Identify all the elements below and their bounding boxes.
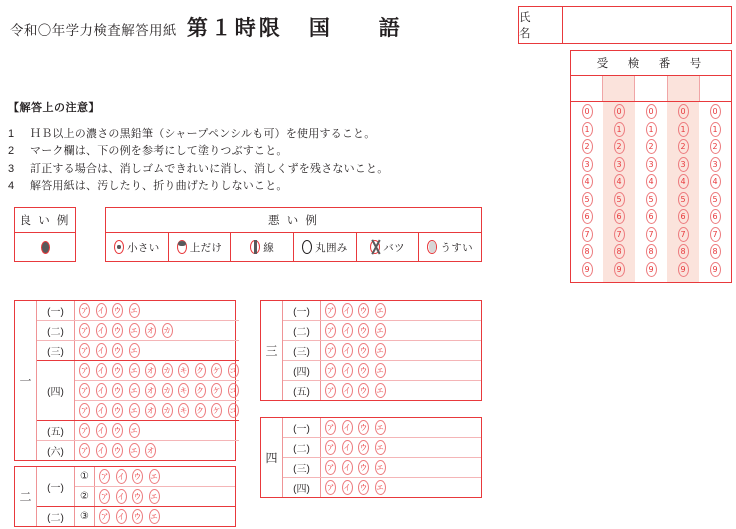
exam-number-bubble[interactable]: 9 [582, 262, 593, 277]
exam-number-bubble[interactable]: 7 [678, 227, 689, 242]
exam-number-bubble[interactable]: 4 [614, 174, 625, 189]
question-label: (六) [37, 441, 75, 460]
small-dot-icon [114, 240, 124, 254]
name-field-label: 氏 名 [519, 7, 563, 43]
exam-number-bubble[interactable]: 7 [614, 227, 625, 242]
choice-bubble[interactable]: エ [129, 323, 140, 338]
bad-example-cell-line [230, 233, 293, 261]
instruction-number: 1 [8, 127, 15, 140]
choice-bubble[interactable]: ア [99, 469, 110, 484]
exam-number-bubble[interactable]: 5 [582, 192, 593, 207]
instruction-item [8, 161, 388, 179]
exam-number-bubble[interactable]: 9 [678, 262, 689, 277]
bad-example-cell-small [106, 233, 168, 261]
choice-bubble[interactable]: オ [145, 403, 156, 418]
exam-number-bubble[interactable]: 4 [710, 174, 721, 189]
choice-bubble[interactable]: イ [116, 469, 127, 484]
good-example-header: 良 い 例 [15, 208, 75, 233]
exam-number-bubble[interactable]: 2 [646, 139, 657, 154]
choice-bubble-group[interactable] [321, 361, 386, 380]
choice-bubble[interactable]: エ [375, 383, 386, 398]
choice-bubble[interactable]: ウ [358, 363, 369, 378]
section-number: 四 [261, 418, 283, 497]
choice-bubble[interactable]: エ [375, 480, 386, 495]
choice-bubble[interactable]: ウ [358, 323, 369, 338]
choice-bubble[interactable]: ウ [112, 363, 123, 378]
instruction-number: 2 [8, 145, 15, 157]
choice-bubble[interactable]: ウ [132, 469, 143, 484]
exam-number-bubble[interactable]: 0 [646, 104, 657, 119]
exam-number-bubble[interactable]: 0 [614, 104, 625, 119]
choice-bubble-group[interactable] [321, 321, 386, 340]
choice-bubble[interactable]: コ [228, 383, 239, 398]
instruction-item [8, 143, 388, 161]
choice-bubble-group[interactable] [321, 341, 386, 360]
bad-example-cell-tophalf [168, 233, 231, 261]
choice-bubble[interactable]: エ [149, 469, 160, 484]
question-label: (二) [37, 507, 75, 526]
choice-bubble[interactable]: エ [375, 440, 386, 455]
choice-bubble[interactable]: エ [129, 403, 140, 418]
exam-number-bubble[interactable]: 6 [646, 209, 657, 224]
choice-bubble[interactable]: コ [228, 363, 239, 378]
choice-bubble[interactable]: イ [342, 480, 353, 495]
choice-bubble[interactable]: ア [79, 303, 90, 318]
answer-row [37, 320, 239, 340]
choice-bubble[interactable]: ア [325, 480, 336, 495]
question-label: (五) [37, 421, 75, 440]
sub-question-label: ① [75, 467, 95, 486]
choice-bubble[interactable]: イ [96, 383, 107, 398]
choice-bubble[interactable]: ア [325, 363, 336, 378]
exam-number-bubble[interactable]: 7 [646, 227, 657, 242]
choice-bubble[interactable]: ウ [132, 509, 143, 524]
choice-bubble[interactable]: ア [325, 440, 336, 455]
choice-bubble[interactable]: イ [96, 323, 107, 338]
choice-bubble[interactable]: ケ [211, 383, 222, 398]
exam-number-bubble[interactable]: 0 [582, 104, 593, 119]
exam-number-column[interactable] [635, 102, 667, 282]
answer-rows [283, 418, 481, 497]
choice-bubble-group[interactable] [321, 478, 386, 497]
exam-number-bubble[interactable]: 3 [582, 157, 593, 172]
exam-number-write-row[interactable] [571, 76, 731, 102]
choice-bubble[interactable]: ウ [112, 403, 123, 418]
choice-bubble[interactable]: ア [325, 460, 336, 475]
choice-bubble[interactable]: ア [325, 343, 336, 358]
answer-section-3 [260, 300, 482, 401]
answer-row [37, 420, 239, 440]
choice-bubble[interactable]: エ [129, 383, 140, 398]
instruction-item [8, 126, 388, 144]
choice-bubble-group[interactable] [75, 401, 239, 420]
instruction-text: ＨＢ以上の濃さの黒鉛筆（シャープペンシルも可）を使用すること。 [30, 127, 376, 140]
answer-row [283, 360, 481, 380]
choice-bubble[interactable]: ウ [358, 480, 369, 495]
choice-bubble[interactable]: キ [178, 363, 189, 378]
exam-number-write-cell[interactable] [699, 76, 731, 101]
choice-bubble[interactable]: エ [375, 420, 386, 435]
choice-bubble[interactable]: ア [79, 443, 90, 458]
choice-bubble[interactable]: ア [79, 343, 90, 358]
exam-number-bubble[interactable]: 2 [710, 139, 721, 154]
choice-bubble[interactable]: オ [145, 443, 156, 458]
choice-bubble[interactable]: イ [116, 509, 127, 524]
choice-bubble[interactable]: イ [342, 303, 353, 318]
instruction-number: 4 [8, 180, 15, 192]
answer-row [283, 437, 481, 457]
exam-number-bubble[interactable]: 1 [678, 122, 689, 137]
choice-bubble-group[interactable] [321, 458, 386, 477]
exam-number-header: 受 検 番 号 [571, 51, 731, 76]
choice-bubble[interactable]: ア [325, 323, 336, 338]
choice-bubble[interactable]: イ [116, 489, 127, 504]
bad-example-cell-faint [418, 233, 481, 261]
bad-example-label: バツ [383, 241, 405, 254]
choice-bubble[interactable]: ア [325, 420, 336, 435]
choice-bubble[interactable]: ウ [358, 303, 369, 318]
section-number: 二 [15, 467, 37, 526]
choice-bubble[interactable]: エ [129, 303, 140, 318]
choice-bubble[interactable]: エ [129, 343, 140, 358]
choice-bubble[interactable]: イ [342, 420, 353, 435]
exam-number-write-cell[interactable] [571, 76, 602, 101]
answer-row [283, 477, 481, 497]
exam-number-bubble[interactable]: 3 [646, 157, 657, 172]
choice-bubble[interactable]: キ [178, 403, 189, 418]
question-label: (三) [283, 458, 321, 477]
question-label: (四) [283, 478, 321, 497]
answer-row [75, 400, 239, 420]
exam-number-bubble[interactable]: 1 [710, 122, 721, 137]
answer-row-group [37, 467, 235, 506]
choice-bubble[interactable]: ク [195, 403, 206, 418]
exam-number-bubble[interactable]: 8 [678, 244, 689, 259]
filled-oval-icon [41, 241, 50, 254]
exam-period: 第１時限 [186, 17, 283, 40]
choice-bubble[interactable]: エ [375, 343, 386, 358]
choice-bubble[interactable]: ア [79, 423, 90, 438]
exam-number-bubble[interactable]: 5 [646, 192, 657, 207]
instructions-block [8, 100, 388, 196]
question-label: (二) [283, 321, 321, 340]
choice-bubble[interactable]: ケ [211, 363, 222, 378]
exam-number-table [570, 50, 732, 283]
choice-bubble[interactable]: ケ [211, 403, 222, 418]
choice-bubble[interactable]: ウ [358, 420, 369, 435]
exam-number-bubble[interactable]: 6 [710, 209, 721, 224]
question-label: (三) [283, 341, 321, 360]
bad-example-header: 悪 い 例 [106, 208, 481, 233]
answer-rows [37, 467, 235, 526]
answer-section-1 [14, 300, 236, 461]
choice-bubble-group[interactable] [95, 467, 160, 486]
exam-number-column[interactable] [699, 102, 731, 282]
exam-number-bubble[interactable]: 5 [678, 192, 689, 207]
bad-example-label: 小さい [127, 241, 160, 254]
answer-row [75, 467, 235, 486]
answer-row-group [37, 360, 239, 420]
exam-number-bubble[interactable]: 9 [710, 262, 721, 277]
question-label: (三) [37, 341, 75, 360]
cross-mark-icon [370, 240, 380, 254]
question-label: (四) [283, 361, 321, 380]
choice-bubble-group[interactable] [75, 381, 239, 400]
exam-number-bubble[interactable]: 1 [614, 122, 625, 137]
exam-number-bubble[interactable]: 4 [646, 174, 657, 189]
choice-bubble[interactable]: イ [342, 460, 353, 475]
exam-number-bubble[interactable]: 1 [646, 122, 657, 137]
choice-bubble[interactable]: エ [375, 323, 386, 338]
exam-number-bubble[interactable]: 4 [582, 174, 593, 189]
exam-number-write-cell[interactable] [634, 76, 666, 101]
choice-bubble[interactable]: イ [96, 403, 107, 418]
bad-example-label: 上だけ [189, 241, 223, 254]
exam-subject: 国 語 [308, 17, 414, 40]
question-label: (一) [283, 301, 321, 320]
choice-bubble-group[interactable] [75, 301, 140, 320]
page-title [10, 12, 414, 42]
choice-bubble[interactable]: エ [129, 423, 140, 438]
instruction-text: マーク欄は、下の例を参考にして塗りつぶすこと。 [30, 145, 288, 157]
choice-bubble[interactable]: エ [149, 509, 160, 524]
question-label: (一) [37, 467, 75, 506]
answer-rows [283, 301, 481, 400]
bad-example-cell-cross [356, 233, 419, 261]
instruction-text: 訂正する場合は、消しゴムできれいに消し、消しくずを残さないこと。 [30, 162, 389, 175]
answer-row-lines [75, 467, 235, 506]
question-label: (二) [37, 321, 75, 340]
choice-bubble[interactable]: ウ [112, 383, 123, 398]
answer-row [283, 340, 481, 360]
answer-row [283, 380, 481, 400]
choice-bubble[interactable]: イ [96, 303, 107, 318]
exam-number-bubble[interactable]: 7 [582, 227, 593, 242]
exam-number-bubble[interactable]: 7 [710, 227, 721, 242]
answer-row [75, 486, 235, 506]
exam-number-write-cell[interactable] [602, 76, 634, 101]
bad-example-label: うすい [440, 241, 473, 254]
choice-bubble[interactable]: エ [375, 460, 386, 475]
choice-bubble[interactable]: ウ [358, 343, 369, 358]
exam-number-bubble[interactable]: 2 [614, 139, 625, 154]
choice-bubble[interactable]: イ [342, 363, 353, 378]
choice-bubble-group[interactable] [75, 341, 140, 360]
choice-bubble[interactable]: カ [162, 383, 173, 398]
exam-number-bubble[interactable]: 6 [582, 209, 593, 224]
instruction-number: 3 [8, 162, 15, 175]
choice-bubble[interactable]: ク [195, 383, 206, 398]
choice-bubble[interactable]: オ [145, 323, 156, 338]
answer-row-lines [75, 361, 239, 420]
question-label: (一) [283, 418, 321, 437]
exam-number-bubble[interactable]: 5 [710, 192, 721, 207]
exam-number-bubble[interactable]: 0 [678, 104, 689, 119]
exam-number-bubble-grid[interactable] [571, 102, 731, 282]
choice-bubble[interactable]: イ [96, 363, 107, 378]
exam-number-bubble[interactable]: 4 [678, 174, 689, 189]
choice-bubble-group[interactable] [321, 438, 386, 457]
instruction-text: 解答用紙は、汚したり、折り曲げたりしないこと。 [30, 180, 288, 192]
choice-bubble[interactable]: ア [79, 323, 90, 338]
choice-bubble[interactable]: ア [79, 403, 90, 418]
choice-bubble[interactable]: ウ [132, 489, 143, 504]
choice-bubble[interactable]: ウ [112, 423, 123, 438]
section-number: 一 [15, 301, 37, 460]
exam-number-bubble[interactable]: 9 [614, 262, 625, 277]
answer-section-4 [260, 417, 482, 498]
good-example-table [14, 207, 76, 262]
section-number: 三 [261, 301, 283, 400]
choice-bubble[interactable]: カ [162, 403, 173, 418]
exam-number-bubble[interactable]: 9 [646, 262, 657, 277]
answer-row [37, 440, 239, 460]
question-label: (五) [283, 381, 321, 400]
choice-bubble[interactable]: ウ [112, 343, 123, 358]
choice-bubble[interactable]: ア [79, 363, 90, 378]
exam-number-write-cell[interactable] [667, 76, 699, 101]
question-label: (四) [37, 361, 75, 420]
instructions-title: 【解答上の注意】 [8, 102, 100, 114]
choice-bubble[interactable]: オ [145, 363, 156, 378]
choice-bubble[interactable]: イ [96, 443, 107, 458]
exam-number-bubble[interactable]: 6 [678, 209, 689, 224]
exam-number-bubble[interactable]: 8 [710, 244, 721, 259]
answer-row [75, 361, 239, 380]
choice-bubble[interactable]: ウ [112, 323, 123, 338]
exam-number-bubble[interactable]: 0 [710, 104, 721, 119]
choice-bubble[interactable]: エ [149, 489, 160, 504]
answer-row [37, 506, 235, 526]
choice-bubble-group[interactable] [321, 381, 386, 400]
exam-number-column[interactable] [667, 102, 699, 282]
exam-number-bubble[interactable]: 5 [614, 192, 625, 207]
answer-row [283, 418, 481, 437]
exam-number-bubble[interactable]: 8 [646, 244, 657, 259]
top-half-icon [177, 240, 187, 254]
choice-bubble[interactable]: キ [178, 383, 189, 398]
name-field-input[interactable] [563, 7, 731, 43]
choice-bubble-group[interactable] [75, 421, 140, 440]
exam-number-bubble[interactable]: 3 [614, 157, 625, 172]
choice-bubble[interactable]: カ [162, 323, 173, 338]
answer-rows [37, 301, 239, 460]
choice-bubble[interactable]: イ [342, 383, 353, 398]
name-field[interactable] [518, 6, 732, 44]
answer-row [75, 380, 239, 400]
faint-fill-icon [427, 240, 437, 254]
choice-bubble-group[interactable] [75, 321, 173, 340]
choice-bubble[interactable]: イ [96, 343, 107, 358]
choice-bubble[interactable]: エ [129, 363, 140, 378]
circle-outline-icon [302, 240, 312, 254]
choice-bubble-group[interactable] [75, 441, 156, 460]
instruction-item [8, 178, 388, 196]
choice-bubble[interactable]: エ [129, 443, 140, 458]
choice-bubble-group[interactable] [321, 418, 386, 437]
sub-question-label: ② [75, 487, 95, 506]
choice-bubble-group[interactable] [321, 301, 386, 320]
answer-row [283, 301, 481, 320]
exam-number-bubble[interactable]: 6 [614, 209, 625, 224]
choice-bubble[interactable]: ア [325, 303, 336, 318]
answer-row [283, 320, 481, 340]
exam-number-bubble[interactable]: 3 [710, 157, 721, 172]
exam-number-column[interactable] [571, 102, 603, 282]
choice-bubble[interactable]: ウ [358, 383, 369, 398]
choice-bubble-group[interactable] [95, 507, 160, 526]
exam-number-bubble[interactable]: 2 [678, 139, 689, 154]
exam-number-bubble[interactable]: 3 [678, 157, 689, 172]
choice-bubble[interactable]: ア [325, 383, 336, 398]
choice-bubble[interactable]: ク [195, 363, 206, 378]
bad-example-label: 線 [263, 241, 275, 254]
choice-bubble[interactable]: エ [375, 363, 386, 378]
exam-number-column[interactable] [603, 102, 635, 282]
choice-bubble[interactable]: ア [99, 489, 110, 504]
exam-number-bubble[interactable]: 8 [582, 244, 593, 259]
choice-bubble-group[interactable] [75, 361, 239, 380]
answer-row [37, 340, 239, 360]
choice-bubble[interactable]: イ [342, 440, 353, 455]
choice-bubble[interactable]: イ [342, 343, 353, 358]
choice-bubble-group[interactable] [95, 487, 160, 506]
bad-example-label: 丸囲み [315, 241, 348, 254]
answer-row [283, 457, 481, 477]
bad-example-cell-circle [293, 233, 356, 261]
good-example-cell [15, 233, 75, 261]
question-label: (一) [37, 301, 75, 320]
choice-bubble[interactable]: イ [96, 423, 107, 438]
choice-bubble[interactable]: コ [228, 403, 239, 418]
sub-question-label: ③ [75, 507, 95, 526]
choice-bubble[interactable]: ア [79, 383, 90, 398]
bad-example-table [105, 207, 482, 262]
choice-bubble[interactable]: オ [145, 383, 156, 398]
choice-bubble[interactable]: ア [99, 509, 110, 524]
choice-bubble[interactable]: エ [375, 303, 386, 318]
choice-bubble[interactable]: カ [162, 363, 173, 378]
choice-bubble[interactable]: ウ [358, 440, 369, 455]
choice-bubble[interactable]: ウ [112, 303, 123, 318]
exam-number-bubble[interactable]: 2 [582, 139, 593, 154]
answer-row [37, 301, 239, 320]
vertical-line-icon [250, 240, 260, 254]
exam-number-bubble[interactable]: 8 [614, 244, 625, 259]
answer-section-2 [14, 466, 236, 527]
choice-bubble[interactable]: イ [342, 323, 353, 338]
choice-bubble[interactable]: ウ [358, 460, 369, 475]
form-title: 令和〇年学力検査解答用紙 [10, 23, 177, 38]
question-label: (二) [283, 438, 321, 457]
exam-number-bubble[interactable]: 1 [582, 122, 593, 137]
choice-bubble[interactable]: ウ [112, 443, 123, 458]
